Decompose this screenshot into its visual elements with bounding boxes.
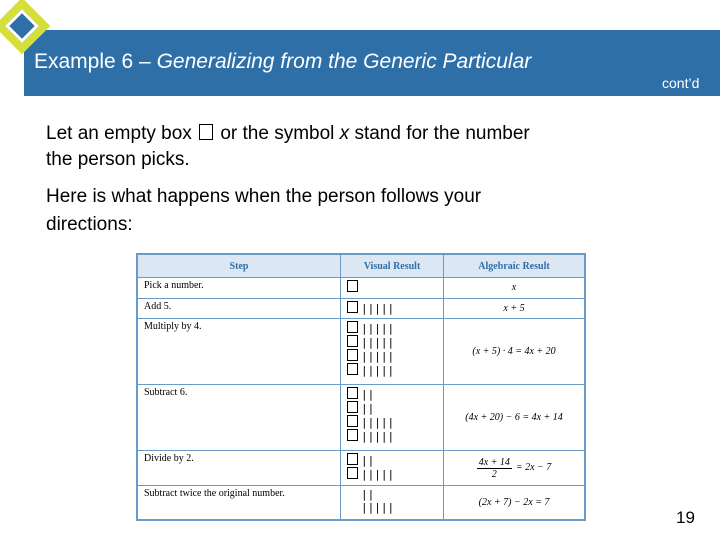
tally-marks: ||||| (361, 301, 395, 315)
visual-line (347, 488, 437, 501)
table-row (138, 298, 585, 319)
box-icon (347, 387, 358, 399)
steps-table (136, 253, 586, 521)
box-icon (347, 453, 358, 465)
tally-marks: ||||| (361, 336, 395, 350)
page-number: 19 (676, 508, 695, 527)
body-line-1: Let an empty box or the symbol x stand for the number (46, 123, 530, 144)
table-row (138, 384, 585, 450)
tally-marks: ||||| (361, 467, 395, 481)
table-row (138, 450, 585, 486)
contd-label: cont’d (662, 75, 700, 91)
tally-marks: || (361, 453, 375, 467)
box-icon (347, 415, 358, 427)
tally-marks: ||||| (361, 350, 395, 364)
visual-line (347, 387, 437, 401)
tally-marks: ||||| (361, 429, 395, 443)
table-row (138, 486, 585, 520)
step-cell: Pick a number. (138, 278, 341, 299)
box-icon (347, 280, 358, 292)
visual-line (347, 453, 437, 467)
algebraic-cell: $\frac{4x + 14}{2}$ = 2x − 7 (444, 450, 585, 486)
body-line-4: directions: (46, 214, 133, 235)
step-cell: Divide by 2. (138, 450, 341, 486)
visual-line (347, 467, 437, 481)
visual-cell (341, 319, 444, 385)
algebraic-cell: x + 5 (444, 298, 585, 319)
algebraic-cell: (x + 5) · 4 = 4x + 20 (444, 319, 585, 385)
body-line-2: the person picks. (46, 149, 190, 170)
header-visual: Visual Result (341, 255, 444, 278)
visual-cell (341, 486, 444, 520)
box-icon (347, 321, 358, 333)
visual-cell (341, 450, 444, 486)
box-icon (347, 301, 358, 313)
tally-marks: || (361, 387, 375, 401)
box-icon (347, 363, 358, 375)
algebraic-cell: (2x + 7) − 2x = 7 (444, 486, 585, 520)
tally-marks: ||||| (361, 322, 395, 336)
tally-marks: ||||| (361, 501, 395, 515)
visual-line (347, 501, 437, 514)
box-icon (347, 335, 358, 347)
box-icon (347, 349, 358, 361)
algebraic-cell: (4x + 20) − 6 = 4x + 14 (444, 384, 585, 450)
empty-box-icon (199, 124, 213, 140)
visual-line (347, 401, 437, 415)
visual-cell (341, 298, 444, 319)
visual-line (347, 429, 437, 443)
tally-marks: || (361, 488, 375, 502)
header-algebraic: Algebraic Result (444, 255, 585, 278)
visual-line (347, 335, 437, 349)
body-line-3: Here is what happens when the person follows your (46, 186, 482, 207)
table-row (138, 278, 585, 299)
visual-line (347, 415, 437, 429)
box-icon (347, 401, 358, 413)
table-row (138, 319, 585, 385)
header-step: Step (138, 255, 341, 278)
visual-cell (341, 278, 444, 299)
visual-line (347, 321, 437, 335)
visual-cell (341, 384, 444, 450)
visual-line (347, 363, 437, 377)
visual-line (347, 280, 437, 294)
algebraic-cell: x (444, 278, 585, 299)
tally-marks: ||||| (361, 364, 395, 378)
step-cell: Subtract 6. (138, 384, 341, 450)
slide-title: Example 6 – Generalizing from the Generic Particular (34, 50, 532, 73)
tally-marks: ||||| (361, 415, 395, 429)
box-icon (347, 429, 358, 441)
visual-line (347, 349, 437, 363)
step-cell: Add 5. (138, 298, 341, 319)
visual-line (347, 301, 437, 315)
step-cell: Multiply by 4. (138, 319, 341, 385)
step-cell: Subtract twice the original number. (138, 486, 341, 520)
fraction: $\frac{4x + 14}{2}$ (478, 456, 510, 480)
box-icon (347, 467, 358, 479)
tally-marks: || (361, 401, 375, 415)
